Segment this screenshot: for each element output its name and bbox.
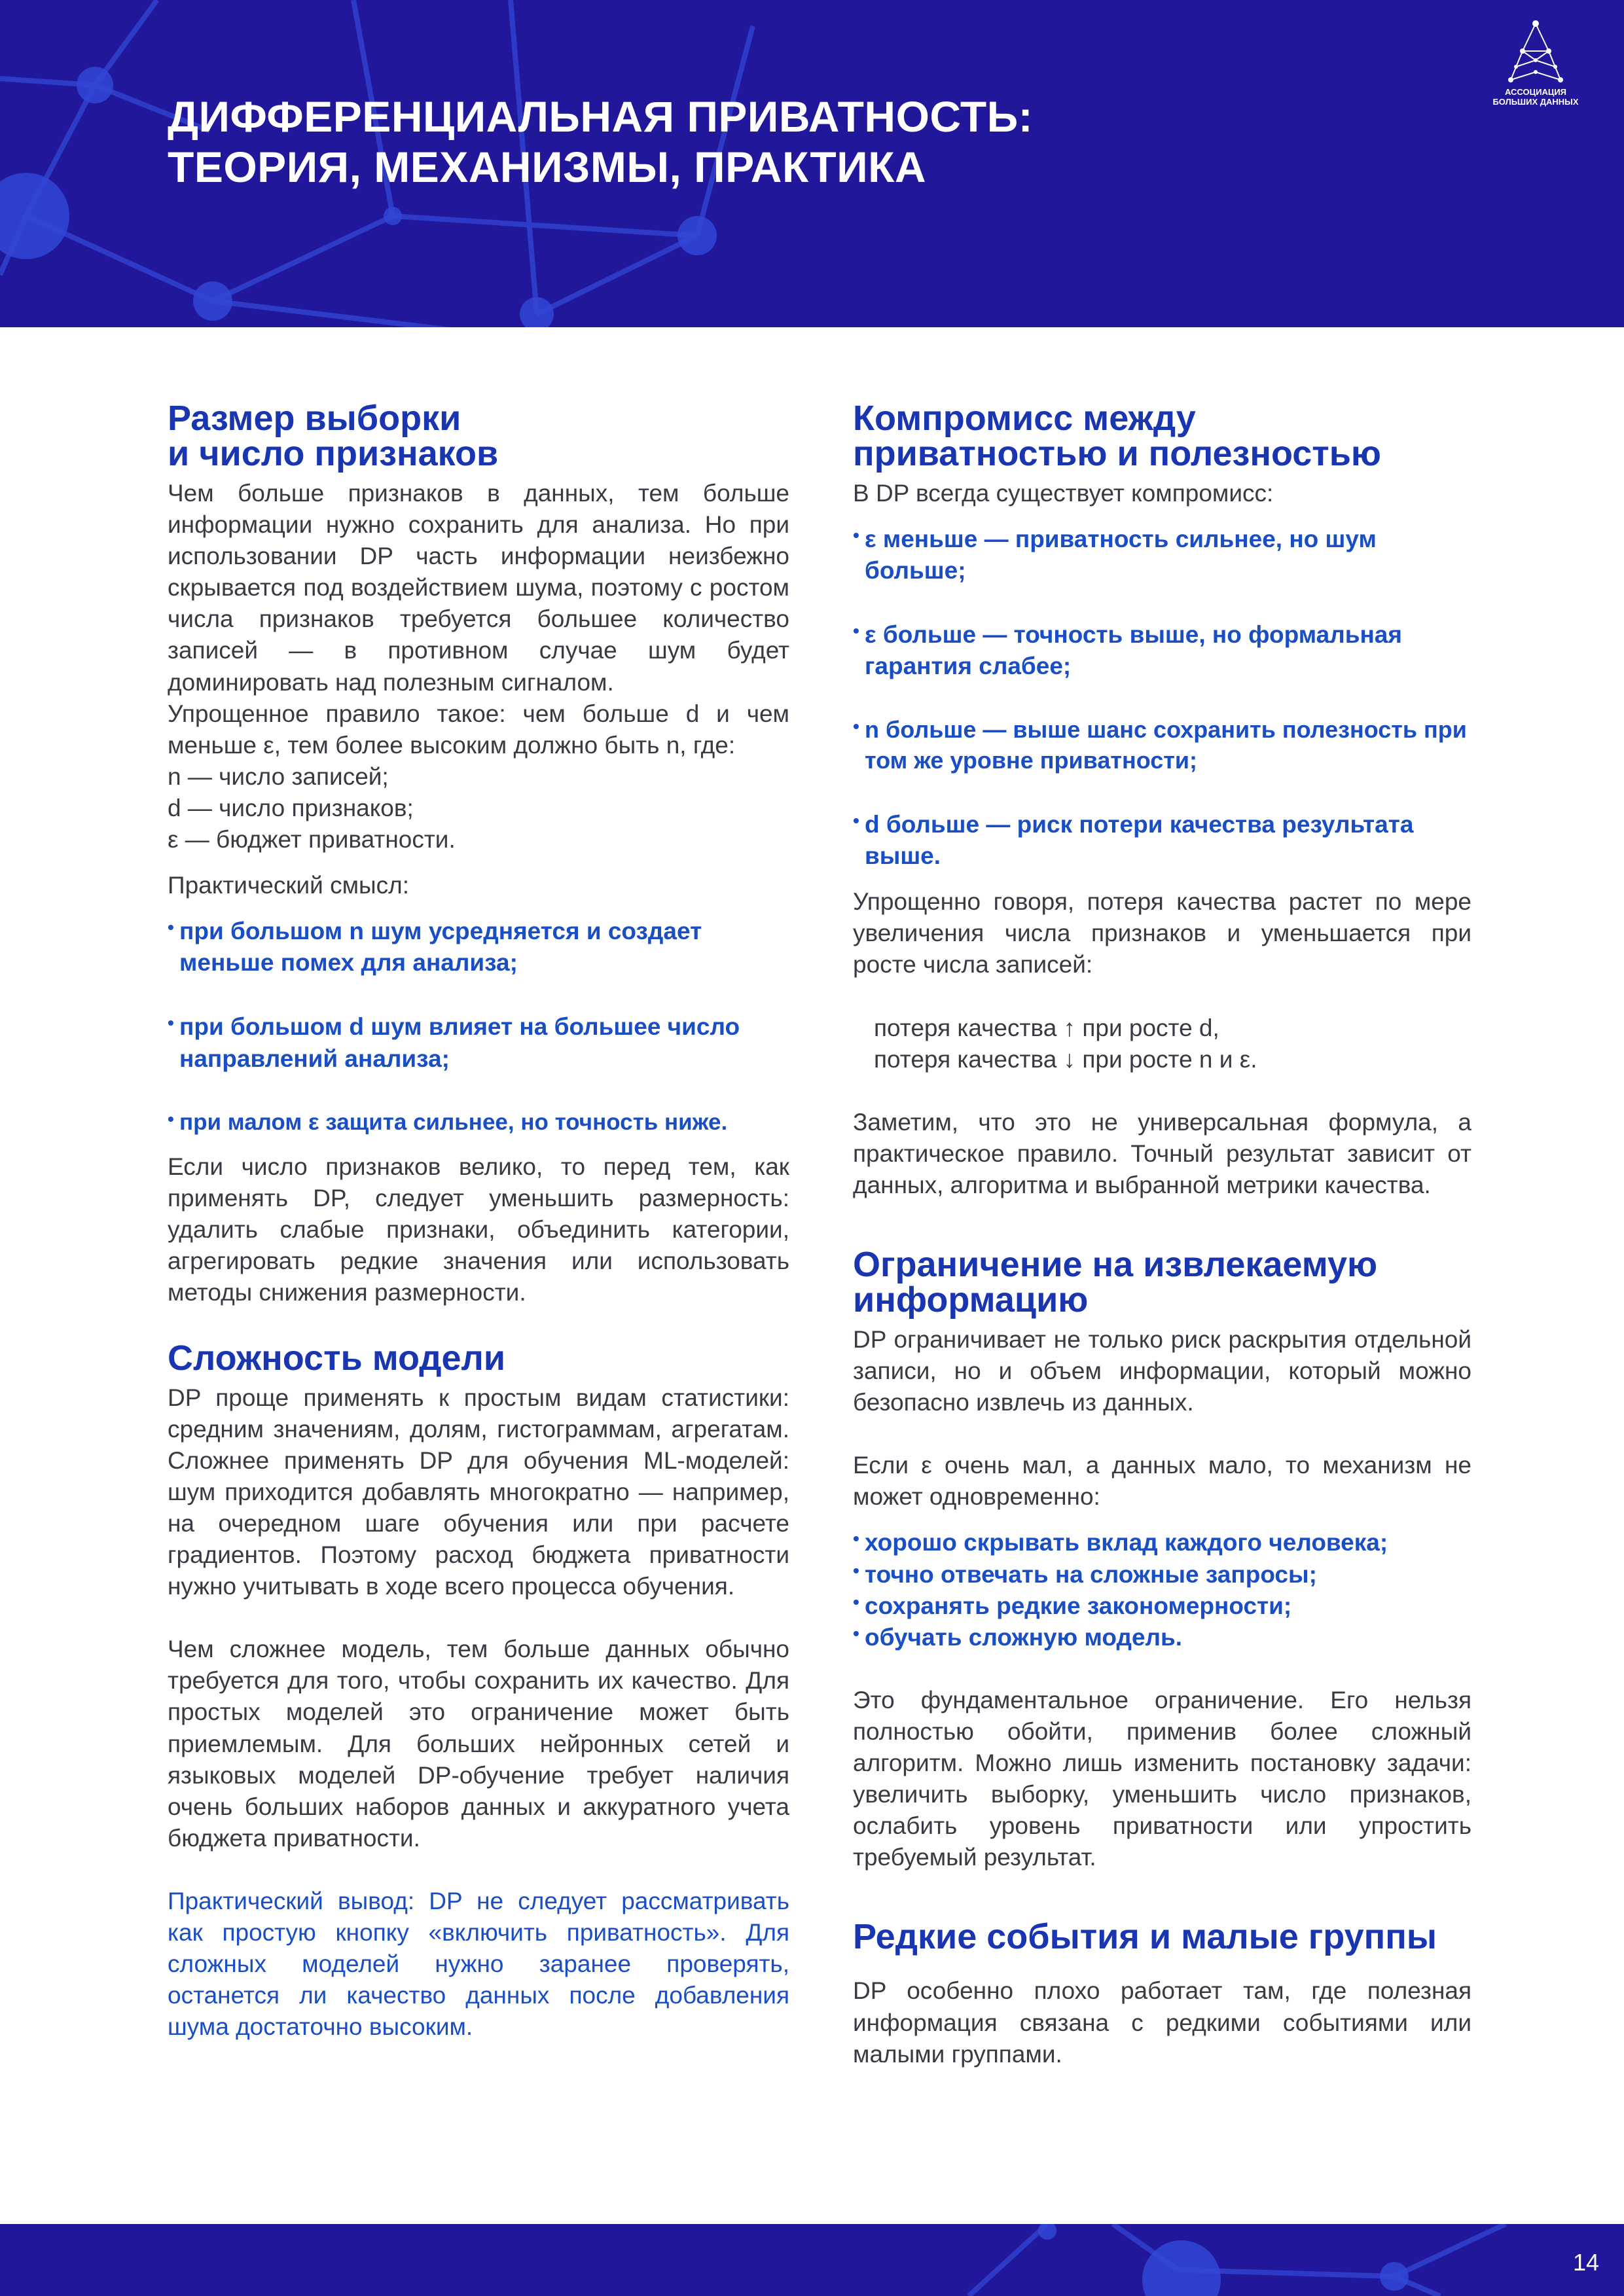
list-item: • при большом d шум влияет на большее число направлений анализа; <box>168 1011 789 1074</box>
left-column <box>168 401 789 2043</box>
heading-line: Редкие события и малые группы <box>853 1917 1437 1957</box>
list-item: • хорошо скрывать вклад каждого человека; <box>853 1527 1471 1558</box>
page-footer <box>0 2224 1624 2296</box>
paragraph: Упрощенно говоря, потеря качества растет по мере увеличения числа признаков и уменьшается при росте числа записей: <box>853 888 1471 978</box>
section-heading-extraction-limit <box>853 1247 1471 1318</box>
list-item: • ε меньше — приватность сильнее, но шум больше; <box>853 524 1471 586</box>
formula-line: потеря качества ↑ при росте d, <box>874 1014 1219 1041</box>
definition-d: d — число признаков; <box>168 794 414 821</box>
logo-text-line-1: АССОЦИАЦИЯ <box>1504 87 1567 97</box>
paragraph: Практический смысл: <box>168 872 410 899</box>
paragraph: Упрощенное правило такое: чем больше d и чем меньше ε, тем более высоким должно быть n, где: <box>168 700 789 759</box>
paragraph: Если ε очень мал, а данных мало, то механизм не может одновременно: <box>853 1452 1471 1511</box>
list-item: • точно отвечать на сложные запросы; <box>853 1559 1471 1590</box>
paragraph: В DP всегда существует компромисс: <box>853 480 1274 507</box>
heading-line: информацию <box>853 1280 1089 1319</box>
paragraph: Чем сложнее модель, тем больше данных обычно требуется для того, чтобы сохранить их качество. Для простых моделей это ограничение может быть приемлемым. Для больших нейронных сетей и языковых моделей DP-обучение требует наличия очень больших наборов данных и аккуратного учета бюджета приватности. <box>168 1636 789 1852</box>
list-item: • сохранять редкие закономерности; <box>853 1590 1471 1622</box>
paragraph: Чем больше признаков в данных, тем больше информации нужно сохранить для анализа. Но при использовании DP часть информации неизбежно скрывается под воздействием шума, поэтому с ростом числа признаков требуется большее количество записей — в противном случае шум будет доминировать над полезным сигналом. <box>168 480 789 696</box>
heading-line: приватностью и полезностью <box>853 434 1382 473</box>
heading-line: Ограничение на извлекаемую <box>853 1245 1378 1284</box>
constellation-icon <box>1503 20 1568 85</box>
section-heading-tradeoff <box>853 401 1471 471</box>
paragraph: DP особенно плохо работает там, где полезная информация связана с редкими событиями или малыми группами. <box>853 1977 1471 2068</box>
logo-text-line-2: БОЛЬШИХ ДАННЫХ <box>1492 96 1579 107</box>
heading-line: и число признаков <box>168 434 499 473</box>
definition-n: n — число записей; <box>168 762 389 790</box>
paragraph: Заметим, что это не универсальная формула, а практическое правило. Точный результат зависит от данных, алгоритма и выбранной метрики качества. <box>853 1108 1471 1198</box>
practical-meaning-list <box>168 916 789 1137</box>
page-title-line-2: ТЕОРИЯ, МЕХАНИЗМЫ, ПРАКТИКА <box>168 142 927 191</box>
association-logo <box>1487 20 1585 107</box>
list-item: • обучать сложную модель. <box>853 1622 1471 1653</box>
heading-line: Компромисс между <box>853 399 1196 438</box>
section-heading-rare-events <box>853 1917 1471 1957</box>
formula-block <box>853 1013 1471 1075</box>
list-item: • n больше — выше шанс сохранить полезность при том же уровне приватности; <box>853 715 1471 776</box>
limitations-list <box>853 1527 1471 1653</box>
logo-text <box>1487 88 1585 107</box>
paragraph: Если число признаков велико, то перед тем, как применять DP, следует уменьшить размерность: удалить слабые признаки, объединить категории, агрегировать редкие значения или использовать методы снижения размерности. <box>168 1153 789 1306</box>
heading-line: Размер выборки <box>168 399 461 438</box>
right-column <box>853 401 1471 2070</box>
page-number: 14 <box>1572 2249 1599 2276</box>
paragraph: Это фундаментальное ограничение. Его нельзя полностью обойти, применив более сложный алгоритм. Можно лишь изменить постановку задачи: увеличить выборку, уменьшить число признаков, ослабить уровень приватности или упростить требуемый результат. <box>853 1686 1471 1871</box>
list-item: • ε больше — точность выше, но формальная гарантия слабее; <box>853 619 1471 682</box>
formula-line: потеря качества ↓ при росте n и ε. <box>874 1045 1257 1073</box>
list-item: • при большом n шум усредняется и создает меньше помех для анализа; <box>168 916 789 978</box>
paragraph: DP ограничивает не только риск раскрытия отдельной записи, но и объем информации, который можно безопасно извлечь из данных. <box>853 1326 1471 1416</box>
heading-line: Сложность модели <box>168 1338 506 1378</box>
section-heading-sample-size <box>168 401 789 471</box>
paragraph: DP проще применять к простым видам статистики: средним значениям, долям, гистограммам, агрегатам. Сложнее применять DP для обучения ML-моделей: шум приходится добавлять многократно — например, на очередном шаге обучения или при расчете градиентов. Поэтому расход бюджета приватности нужно учитывать в ходе всего процесса обучения. <box>168 1384 789 1600</box>
list-item: • d больше — риск потери качества результата выше. <box>853 809 1471 872</box>
tradeoff-list <box>853 524 1471 872</box>
definition-epsilon: ε — бюджет приватности. <box>168 826 456 853</box>
list-item: • при малом ε защита сильнее, но точность ниже. <box>168 1107 789 1138</box>
definitions-list <box>168 761 789 855</box>
section-heading-model-complexity <box>168 1340 789 1376</box>
page-title-line-1: ДИФФЕРЕНЦИАЛЬНАЯ ПРИВАТНОСТЬ: <box>168 92 1034 141</box>
practical-conclusion: Практический вывод: DP не следует рассматривать как простую кнопку «включить приватность». Для сложных моделей нужно заранее проверять, останется ли качество данных после добавления шума достаточно высоким. <box>168 1887 789 2041</box>
network-decoration <box>0 2224 1624 2296</box>
page-header <box>0 0 1624 327</box>
page-title <box>168 92 1033 192</box>
